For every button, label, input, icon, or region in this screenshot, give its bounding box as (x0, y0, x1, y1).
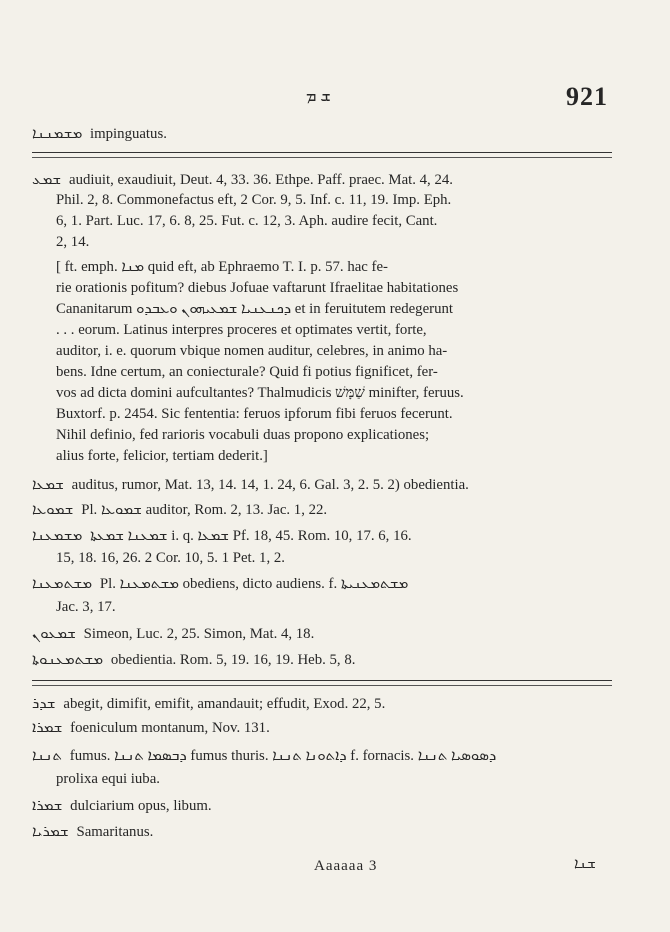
entry-line: ܫܡܪܐ dulciarium opus, libum. (32, 796, 212, 814)
entry-line: ܫܡܘܥܐ Pl. ܫܡܘܥܐ auditor, Rom. 2, 13. Jac. 1, 22. (32, 500, 328, 518)
header-letters: ܫ ܡ (306, 88, 331, 105)
note-line: alius forte, felicior, tertiam dederit.] (56, 448, 268, 464)
entry-line: 6, 1. Part. Luc. 17, 6. 8, 25. Fut. c. 12, 3. Aph. audire fecit, Cant. (56, 213, 438, 229)
note-line: . . . eorum. Latinus interpres proceres et optimates vertit, forte, (56, 322, 427, 338)
entry-line: ܫܡܥ audiuit, exaudiuit, Deut. 4, 33. 36. Ethpe. Paff. praec. Mat. 4, 24. (32, 170, 453, 188)
entry-line: 2, 14. (56, 234, 90, 250)
page-number: 921 (566, 82, 608, 111)
entry-line: ܬܢܢܐ fumus. ܕܒܣܡܐ ܬܢܢܐ fumus thuris. ܕܐܬܘܢܐ ܬܢܢܐ f. fornacis. ܕܣܘܣܝܐ ܬܢܢܐ (32, 746, 497, 764)
note-line: auditor, i. e. quorum vbique nomen auditur, celebres, in animo ha- (56, 343, 448, 359)
note-line: Buxtorf. p. 2454. Sic fententia: feruos ipforum fibi feruos fecerunt. (56, 406, 453, 422)
section-rule (32, 685, 612, 686)
signature-mark: Aaaaaa 3 (314, 858, 378, 874)
entry-line: ܫܡܪܐ foeniculum montanum, Nov. 131. (32, 718, 270, 736)
entry-line: ܡܫܬܡܥܢܘܬܐ obedientia. Rom. 5, 19. 16, 19. Heb. 5, 8. (32, 650, 356, 668)
entry-line: ܡܫܡܥܢܐ ܫܡܥܢܐ ܫܡܥܬܐ i. q. ܫܡܥܐ Pf. 18, 45. Rom. 10, 17. 6, 16. (32, 526, 412, 544)
note-line: Cananitarum ܕܟܢܥܢܝܐ ܫܡܥܝܗܘܢ ܘܥܒܕܘ et in feruitutem redegerunt (56, 301, 453, 317)
note-line: Nihil definio, fed rarioris vocabuli duas propono explicationes; (56, 427, 430, 443)
entry-line: Phil. 2, 8. Commonefactus eft, 2 Cor. 9, 5. Inf. c. 11, 19. Imp. Eph. (56, 192, 452, 208)
section-rule (32, 152, 612, 153)
entry-line: ܡܫܬܡܥܢܐ Pl. ܡܫܬܡܥܢܐ obediens, dicto audiens. f. ܡܫܬܡܥܢܝܬܐ (32, 574, 409, 592)
entry-line: ܫܡܥܘܢ Simeon, Luc. 2, 25. Simon, Mat. 4, 18. (32, 624, 315, 642)
entry-line: ܫܡܪܝܐ Samaritanus. (32, 822, 154, 840)
entry-line: prolixa equi iuba. (56, 771, 160, 787)
entry-line: 15, 18. 16, 26. 2 Cor. 10, 5. 1 Pet. 1, 2. (56, 550, 285, 566)
page-header (0, 82, 670, 112)
entry-line: Jac. 3, 17. (56, 599, 116, 615)
note-line: [ ft. emph. ܡܢܐ quid eft, ab Ephraemo T. I. p. 57. hac fe- (56, 259, 388, 275)
catchword: ܫܢܐ (574, 854, 596, 872)
note-line: rie orationis pofitum? diebus Jofuae vaftarunt Ifraelitae habitationes (56, 280, 459, 296)
entry-line: ܫܡܥܐ auditus, rumor, Mat. 13, 14. 14, 1. 24, 6. Gal. 3, 2. 5. 2) obedientia. (32, 475, 469, 493)
note-line: bens. Idne certum, an coniecturale? Quid fi potius fignificet, fer- (56, 364, 438, 380)
section-rule (32, 157, 612, 158)
section-rule (32, 680, 612, 681)
entry-line: ܡܫܡܢܢܐ impinguatus. (32, 124, 167, 142)
note-line: vos ad dicta domini aufcultantes? Thalmudicis שַׁמָּשׁ minifter, feruus. (56, 385, 464, 401)
entry-line: ܫܕܪ abegit, dimifit, emifit, amandauit; effudit, Exod. 22, 5. (32, 694, 386, 712)
